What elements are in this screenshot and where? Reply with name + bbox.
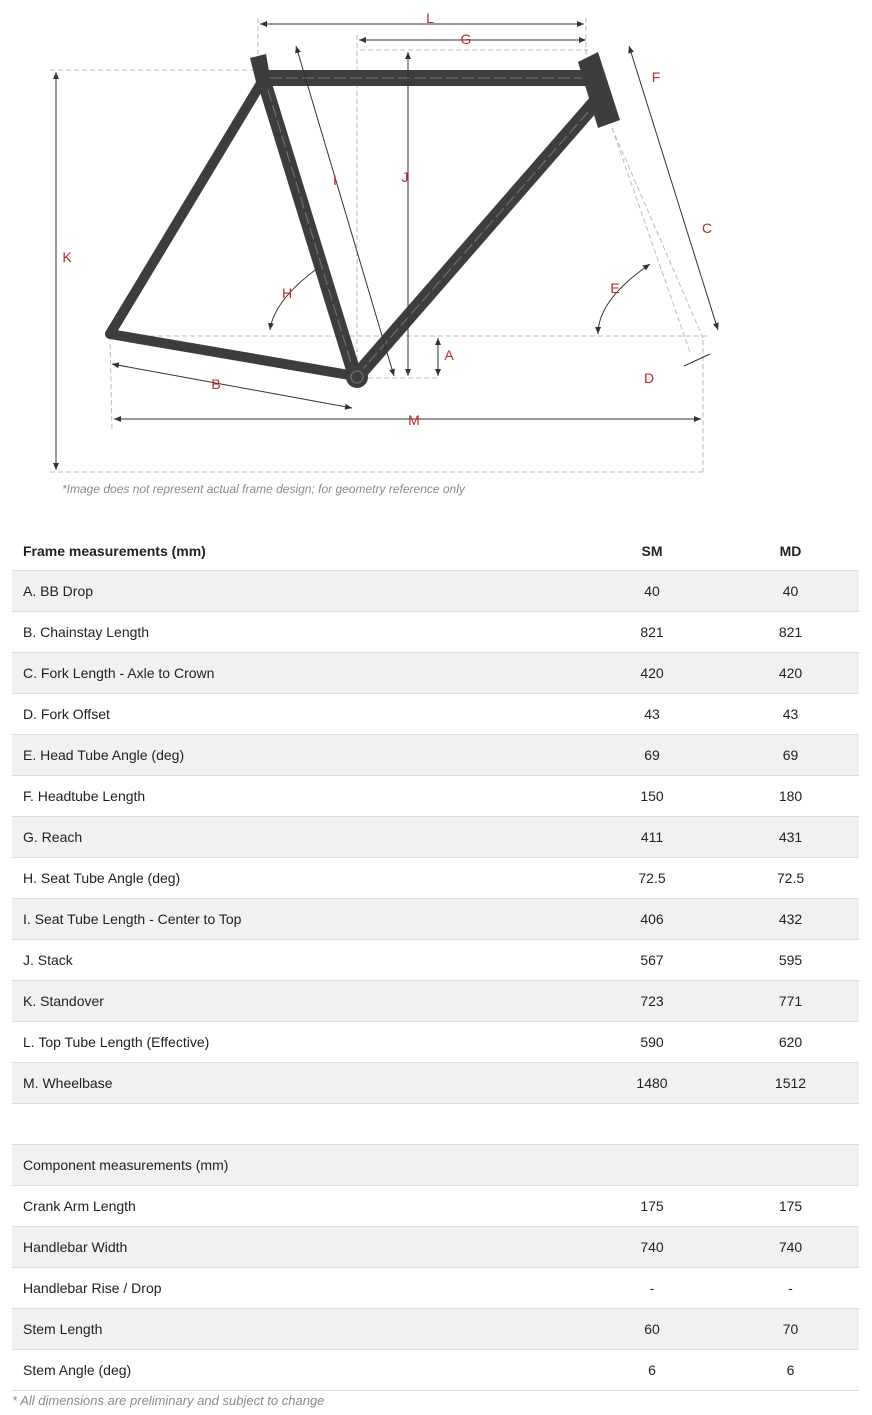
label-l: L (426, 10, 434, 26)
row-name: Handlebar Width (12, 1227, 582, 1268)
label-c: C (701, 220, 713, 236)
row-name: Stem Length (12, 1309, 582, 1350)
table-row (12, 1063, 859, 1104)
row-md-value: 431 (722, 817, 859, 858)
row-sm-value: 406 (582, 899, 722, 940)
table-row (12, 817, 859, 858)
footnote: * All dimensions are preliminary and subject to change (12, 1393, 325, 1408)
table-row (12, 899, 859, 940)
row-md-value: 740 (722, 1227, 859, 1268)
label-e: E (610, 280, 620, 296)
table-row (12, 1227, 859, 1268)
row-name: J. Stack (12, 940, 582, 981)
row-md-value: 771 (722, 981, 859, 1022)
row-md-value: 432 (722, 899, 859, 940)
bottom-bracket (346, 366, 368, 388)
label-d: D (643, 370, 655, 386)
row-name: I. Seat Tube Length - Center to Top (12, 899, 582, 940)
table-row (12, 1309, 859, 1350)
size-sm-header: SM (582, 532, 722, 571)
row-sm-value: 43 (582, 694, 722, 735)
table-row (12, 1350, 859, 1391)
component-measurements-table (12, 1144, 859, 1391)
row-md-value: 70 (722, 1309, 859, 1350)
row-sm-value: 69 (582, 735, 722, 776)
row-sm-value: 567 (582, 940, 722, 981)
row-md-value: 821 (722, 612, 859, 653)
row-name: A. BB Drop (12, 571, 582, 612)
table-row (12, 735, 859, 776)
row-name: K. Standover (12, 981, 582, 1022)
row-name: C. Fork Length - Axle to Crown (12, 653, 582, 694)
table-row (12, 694, 859, 735)
frame-header-name: Frame measurements (mm) (12, 532, 582, 571)
row-name: B. Chainstay Length (12, 612, 582, 653)
row-md-value: 72.5 (722, 858, 859, 899)
label-b: B (211, 376, 221, 392)
label-h: H (281, 285, 293, 301)
table-header-row (12, 532, 859, 571)
row-sm-value: 411 (582, 817, 722, 858)
label-i: I (333, 172, 337, 188)
table-row (12, 1186, 859, 1227)
row-name: G. Reach (12, 817, 582, 858)
row-sm-value: 821 (582, 612, 722, 653)
row-name: M. Wheelbase (12, 1063, 582, 1104)
row-name: F. Headtube Length (12, 776, 582, 817)
guide-lines (50, 18, 713, 472)
row-sm-value: 60 (582, 1309, 722, 1350)
row-sm-value: 40 (582, 571, 722, 612)
row-md-value: 69 (722, 735, 859, 776)
row-name: Handlebar Rise / Drop (12, 1268, 582, 1309)
label-j: J (401, 169, 409, 185)
row-sm-value: 740 (582, 1227, 722, 1268)
frame-illustration (0, 0, 872, 480)
row-name: Stem Angle (deg) (12, 1350, 582, 1391)
row-md-value: 1512 (722, 1063, 859, 1104)
row-name: D. Fork Offset (12, 694, 582, 735)
row-md-value: 6 (722, 1350, 859, 1391)
row-name: H. Seat Tube Angle (deg) (12, 858, 582, 899)
row-sm-value: 723 (582, 981, 722, 1022)
table-row (12, 858, 859, 899)
label-g: G (460, 31, 472, 47)
table-row (12, 653, 859, 694)
table-row (12, 1268, 859, 1309)
row-md-value: 620 (722, 1022, 859, 1063)
component-header-name: Component measurements (mm) (12, 1145, 582, 1186)
frame-measurements-table (12, 532, 859, 1104)
row-sm-value: 1480 (582, 1063, 722, 1104)
frame-tubes (110, 52, 620, 376)
table-row (12, 981, 859, 1022)
row-md-value: - (722, 1268, 859, 1309)
table-row (12, 612, 859, 653)
label-m: M (408, 412, 420, 428)
label-a: A (444, 347, 454, 363)
row-md-value: 180 (722, 776, 859, 817)
diagram-disclaimer: *Image does not represent actual frame design; for geometry reference only (62, 482, 465, 496)
table-row (12, 940, 859, 981)
row-name: L. Top Tube Length (Effective) (12, 1022, 582, 1063)
dimension-lines (56, 24, 718, 470)
table-row (12, 1022, 859, 1063)
row-sm-value: 420 (582, 653, 722, 694)
row-md-value: 175 (722, 1186, 859, 1227)
row-sm-value: 590 (582, 1022, 722, 1063)
label-f: F (651, 69, 661, 85)
row-sm-value: 72.5 (582, 858, 722, 899)
row-sm-value: 175 (582, 1186, 722, 1227)
table-row (12, 571, 859, 612)
row-name: E. Head Tube Angle (deg) (12, 735, 582, 776)
row-sm-value: 6 (582, 1350, 722, 1391)
row-sm-value: - (582, 1268, 722, 1309)
label-k: K (62, 249, 72, 265)
row-md-value: 43 (722, 694, 859, 735)
row-md-value: 40 (722, 571, 859, 612)
row-sm-value: 150 (582, 776, 722, 817)
table-row (12, 776, 859, 817)
row-md-value: 420 (722, 653, 859, 694)
size-md-header: MD (722, 532, 859, 571)
row-md-value: 595 (722, 940, 859, 981)
geometry-diagram (0, 0, 872, 480)
table-header-row (12, 1145, 859, 1186)
row-name: Crank Arm Length (12, 1186, 582, 1227)
